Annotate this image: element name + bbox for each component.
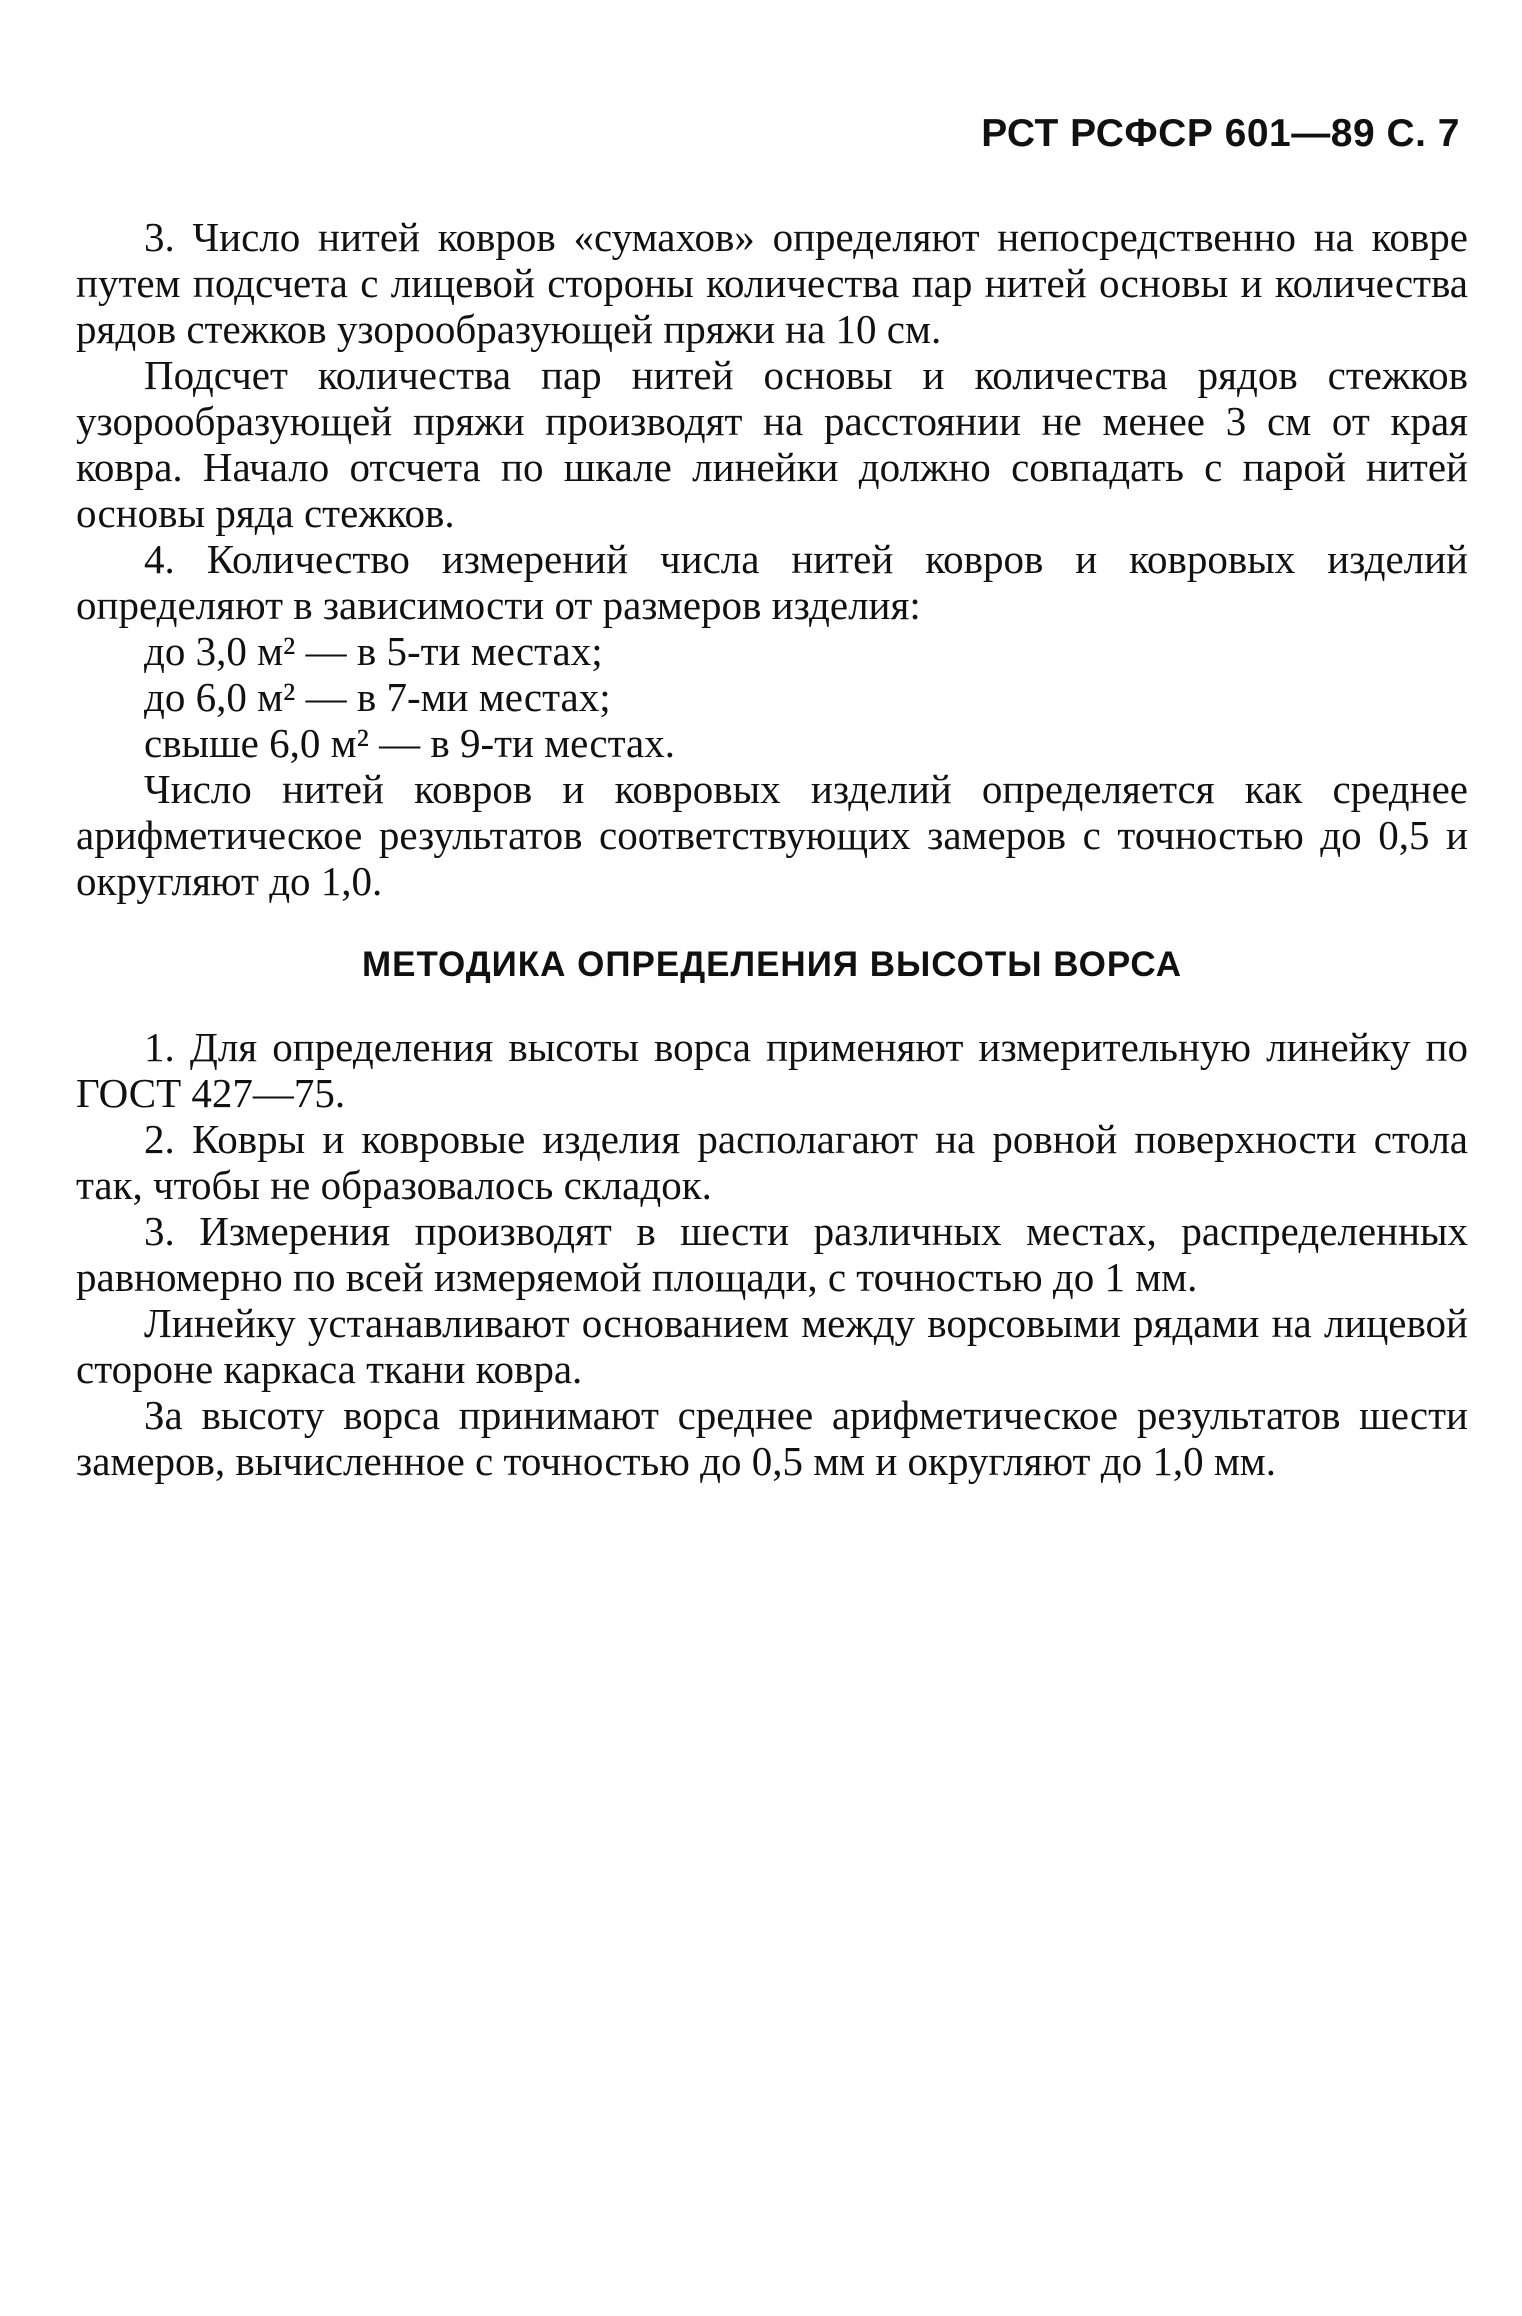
paragraph-3: 3. Число нитей ковров «сумахов» определяют непосредственно на ковре путем подсчета с лицевой стороны количества пар нитей основы и количества рядов стежков узорообразующей пряжи на 10 см. xyxy=(76,214,1468,352)
measurement-count-list xyxy=(76,628,1468,766)
section-heading: МЕТОДИКА ОПРЕДЕЛЕНИЯ ВЫСОТЫ ВОРСА xyxy=(361,945,1183,984)
paragraph-4: 4. Количество измерений числа нитей ковров и ковровых изделий определяют в зависимости от размеров изделия: xyxy=(76,536,1468,628)
section-paragraph-2: 2. Ковры и ковровые изделия располагают на ровной поверхности стола так, чтобы не образовалось складок. xyxy=(76,1116,1468,1208)
list-item: до 6,0 м² — в 7-ми местах; xyxy=(144,674,611,720)
section-paragraph-3: 3. Измерения производят в шести различных местах, распределенных равномерно по всей измеряемой площади, с точностью до 1 мм. xyxy=(76,1208,1468,1300)
list-item: до 3,0 м² — в 5-ти местах; xyxy=(144,628,603,674)
body-text xyxy=(76,214,1468,1484)
running-header: РСТ РСФСР 601—89 С. 7 xyxy=(981,112,1460,155)
section-paragraph-3-continued: Линейку устанавливают основанием между ворсовыми рядами на лицевой стороне каркаса ткани ковра. xyxy=(76,1300,1468,1392)
section-paragraph-3-final: За высоту ворса принимают среднее арифметическое результатов шести замеров, вычисленное с точностью до 0,5 мм и округляют до 1,0 мм. xyxy=(76,1392,1468,1484)
paragraph-4-continued: Число нитей ковров и ковровых изделий определяется как среднее арифметическое результатов соответствующих замеров с точностью до 0,5 и округляют до 1,0. xyxy=(76,766,1468,904)
paragraph-3-continued: Подсчет количества пар нитей основы и количества рядов стежков узорообразующей пряжи производят на расстоянии не менее 3 см от края ковра. Начало отсчета по шкале линейки должно совпадать с парой нитей основы ряда стежков. xyxy=(76,352,1468,536)
section-paragraph-1: 1. Для определения высоты ворса применяют измерительную линейку по ГОСТ 427—75. xyxy=(76,1024,1468,1116)
list-item: свыше 6,0 м² — в 9-ти местах. xyxy=(144,720,675,766)
